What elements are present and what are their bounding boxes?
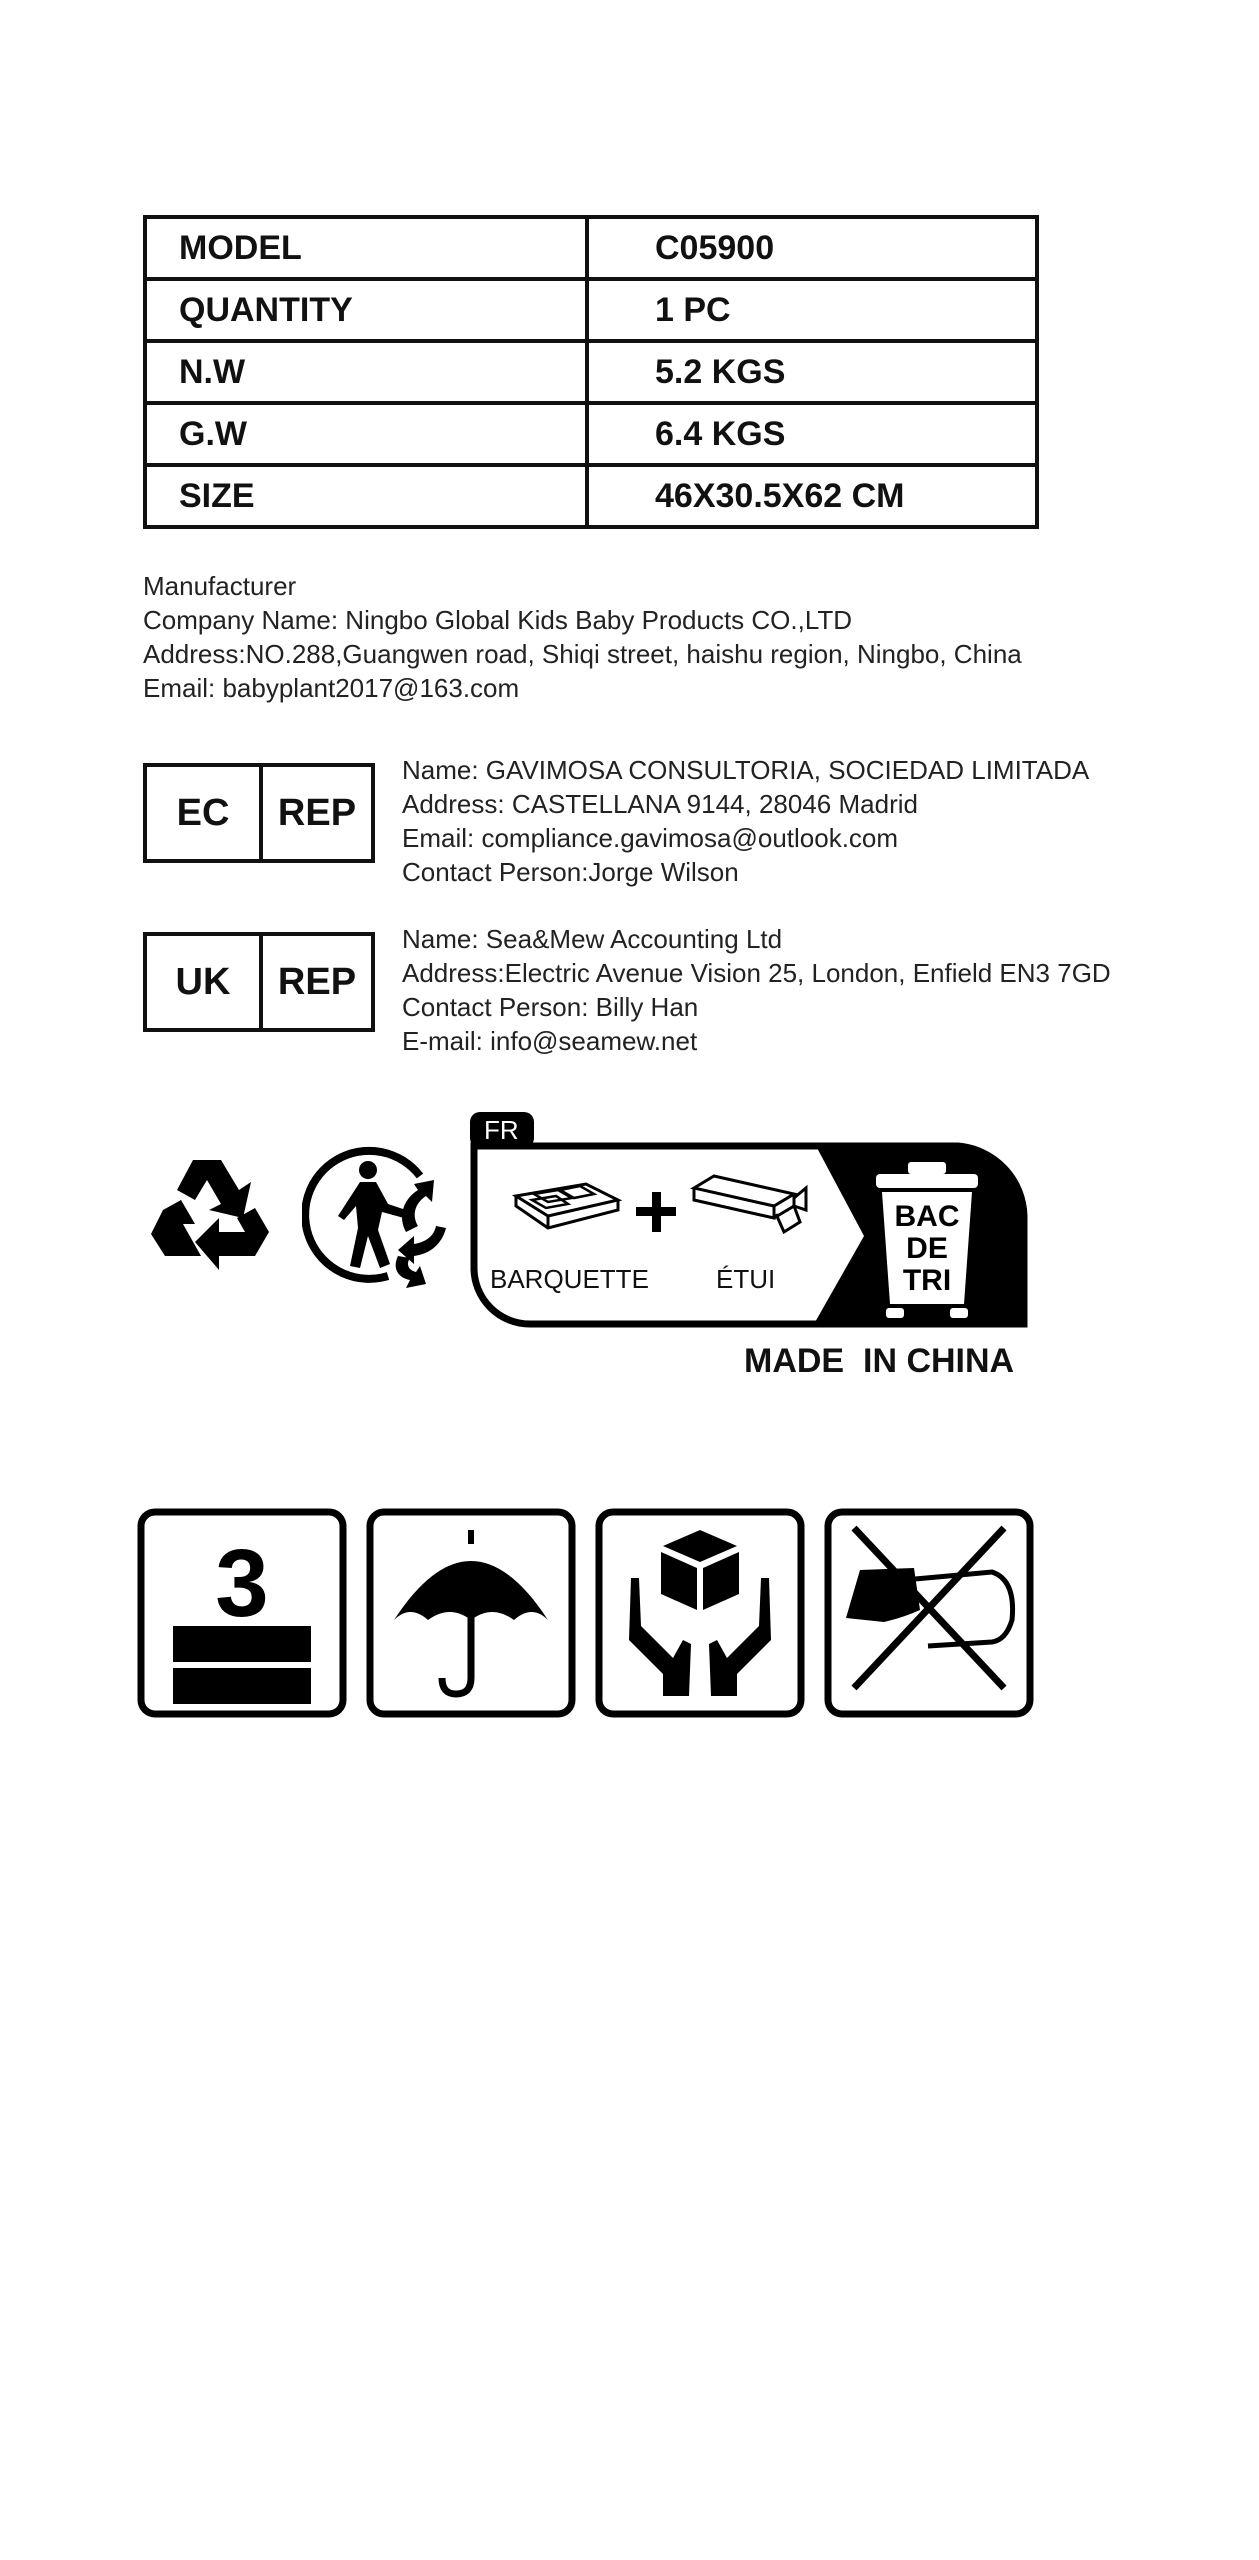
stack-limit-icon — [137, 1508, 347, 1718]
spec-row — [145, 403, 1037, 465]
plus-icon — [634, 1190, 678, 1234]
spec-row — [145, 341, 1037, 403]
ec-rep-right-label: REP — [277, 791, 357, 834]
stack-limit-symbol — [137, 1508, 347, 1718]
spec-label: MODEL — [145, 217, 587, 279]
manufacturer-heading: Manufacturer — [143, 571, 297, 601]
uk-rep-left-label: UK — [147, 936, 263, 1028]
triman-item1-label: BARQUETTE — [490, 1264, 649, 1294]
manufacturer-address: Address:NO.288,Guangwen road, Shiqi street, haishu region, Ningbo, China — [143, 639, 1022, 669]
handle-with-care-icon — [595, 1508, 805, 1718]
made-in-label: MADE IN CHINA — [744, 1342, 1015, 1380]
no-hand-truck-symbol — [824, 1508, 1034, 1718]
keep-dry-symbol — [366, 1508, 576, 1718]
spec-value: 46X30.5X62 CM — [587, 465, 1037, 527]
spec-row — [145, 279, 1037, 341]
spec-value: 1 PC — [587, 279, 1037, 341]
uk-rep-name: Name: Sea&Mew Accounting Ltd — [402, 924, 783, 954]
spec-value: C05900 — [587, 217, 1037, 279]
triman-icon — [302, 1140, 452, 1288]
recycling-bin-icon — [872, 1162, 982, 1322]
uk-rep-contact: Contact Person: Billy Han — [402, 992, 699, 1022]
manufacturer-company: Company Name: Ningbo Global Kids Baby Products CO.,LTD — [143, 605, 853, 635]
box-icon — [690, 1170, 810, 1236]
stack-limit-number: 3 — [215, 1530, 269, 1637]
spec-label: G.W — [145, 403, 587, 465]
ec-rep-address: Address: CASTELLANA 9144, 28046 Madrid — [402, 789, 918, 819]
bin-line-3: TRI — [902, 1264, 952, 1297]
uk-rep-right-label: REP — [277, 960, 357, 1003]
ec-rep-name: Name: GAVIMOSA CONSULTORIA, SOCIEDAD LIMITADA — [402, 755, 1090, 785]
manufacturer-email: Email: babyplant2017@163.com — [143, 673, 520, 703]
tray-icon — [512, 1176, 622, 1232]
spec-value: 6.4 KGS — [587, 403, 1037, 465]
triman-item2-label: ÉTUI — [716, 1264, 776, 1294]
ec-rep-left-label: EC — [147, 767, 263, 859]
bin-line-2: DE — [906, 1232, 948, 1265]
spec-table — [143, 215, 1039, 529]
handle-with-care-symbol — [595, 1508, 805, 1718]
spec-value: 5.2 KGS — [587, 341, 1037, 403]
uk-rep-symbol — [143, 932, 375, 1032]
spec-label: N.W — [145, 341, 587, 403]
no-hand-truck-icon — [824, 1508, 1034, 1718]
triman-info-panel — [468, 1112, 1028, 1332]
uk-rep-address: Address:Electric Avenue Vision 25, London, Enfield EN3 7GD — [402, 958, 1111, 988]
spec-label: QUANTITY — [145, 279, 587, 341]
recycle-icon — [143, 1148, 275, 1280]
keep-dry-umbrella-icon — [366, 1508, 576, 1718]
spec-row — [145, 465, 1037, 527]
bin-line-1: BAC — [894, 1200, 960, 1233]
spec-label: SIZE — [145, 465, 587, 527]
spec-row — [145, 217, 1037, 279]
ec-rep-email: Email: compliance.gavimosa@outlook.com — [402, 823, 899, 853]
uk-rep-email: E-mail: info@seamew.net — [402, 1026, 698, 1056]
ec-rep-contact: Contact Person:Jorge Wilson — [402, 857, 739, 887]
triman-country-label: FR — [484, 1115, 519, 1145]
ec-rep-symbol — [143, 763, 375, 863]
